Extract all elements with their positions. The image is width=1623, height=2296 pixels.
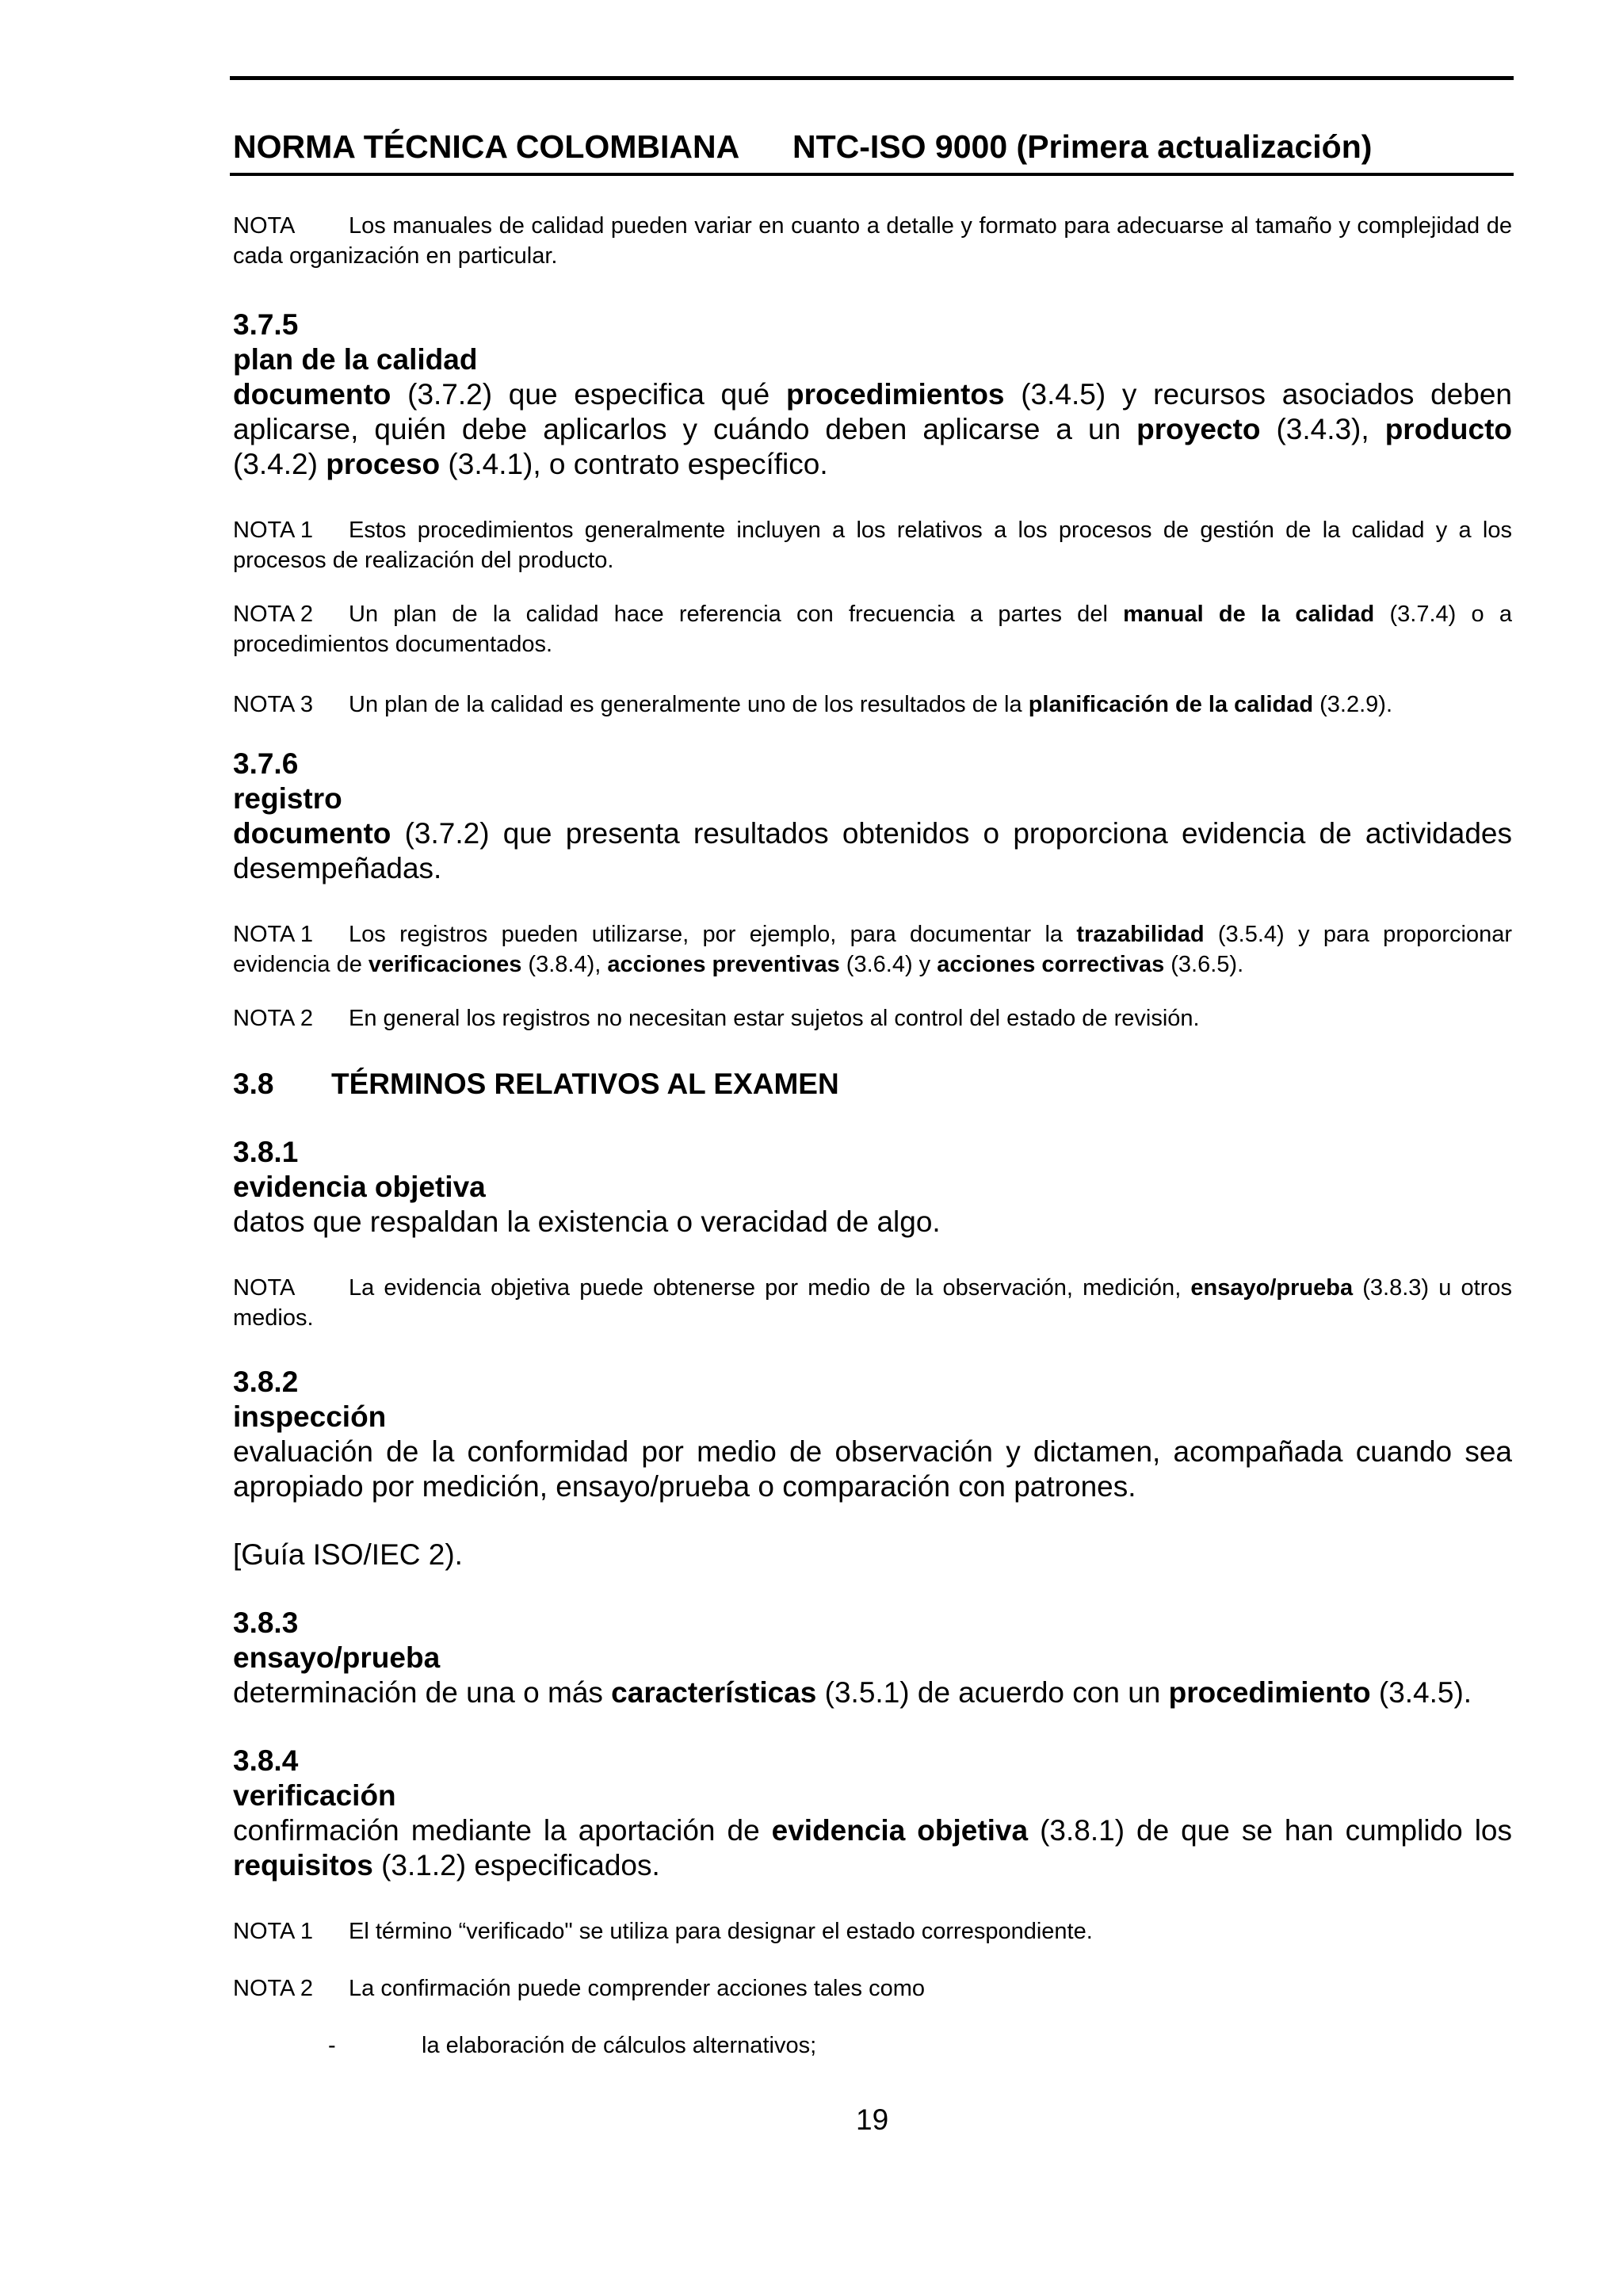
note-label: NOTA 1 <box>233 1919 313 1944</box>
section-number: 3.8.2 <box>233 1366 299 1398</box>
section-number: 3.8.4 <box>233 1744 299 1777</box>
header-title: NORMA TÉCNICA COLOMBIANA <box>233 128 740 165</box>
term-title: evidencia objetiva <box>233 1171 486 1203</box>
term-definition: confirmación mediante la aportación de evidencia objetiva (3.8.1) de que se han cumplido los requisitos (3.1.2) especificados. <box>233 1814 1512 1881</box>
section-3-8-2 <box>233 1365 1512 1572</box>
note-label: NOTA <box>233 1275 296 1301</box>
list-dash: - <box>328 2033 336 2058</box>
term-definition: evaluación de la conformidad por medio de observación y dictamen, acompañada cuando sea apropiado por medición, ensayo/prueba o comparación con patrones. <box>233 1435 1512 1503</box>
header-top-rule <box>230 76 1514 80</box>
note <box>233 211 1512 271</box>
section-3-8-3 <box>233 1606 1512 1710</box>
note-label: NOTA 1 <box>233 922 313 947</box>
note-text: En general los registros no necesitan estar sujetos al control del estado de revisión. <box>349 1006 1200 1031</box>
term-definition: determinación de una o más características (3.5.1) de acuerdo con un procedimiento (3.4.5). <box>233 1676 1472 1709</box>
header-standard: NTC-ISO 9000 (Primera actualización) <box>792 128 1373 165</box>
section-heading <box>233 1067 1512 1102</box>
note: NOTA 3 Un plan de la calidad es generalmente uno de los resultados de la planificación de la calidad (3.2.9). <box>233 690 1512 720</box>
section-3-7-6 <box>233 747 1512 1033</box>
note-label: NOTA 1 <box>233 518 313 543</box>
section-number: 3.7.6 <box>233 747 299 780</box>
note <box>233 1003 1512 1033</box>
note <box>233 1916 1512 1946</box>
note-label: NOTA 3 <box>233 692 313 717</box>
term-definition: datos que respaldan la existencia o veracidad de algo. <box>233 1205 941 1238</box>
term-title: inspección <box>233 1400 387 1433</box>
page-footer <box>0 2103 1623 2143</box>
page-number: 19 <box>856 2103 889 2136</box>
page-content <box>233 211 1512 2061</box>
list-item <box>233 2030 1512 2061</box>
section-3-8-1 <box>233 1135 1512 1333</box>
term-reference: [Guía ISO/IEC 2). <box>233 1538 463 1571</box>
term-definition: documento (3.7.2) que presenta resultados obtenidos o proporciona evidencia de actividades desempeñadas. <box>233 817 1512 884</box>
note-text: La confirmación puede comprender acciones tales como <box>349 1976 926 2001</box>
note-label: NOTA 2 <box>233 1006 313 1031</box>
note: NOTA La evidencia objetiva puede obtenerse por medio de la observación, medición, ensayo/prueba (3.8.3) u otros medios. <box>233 1273 1512 1333</box>
section-number: 3.8 <box>233 1068 274 1100</box>
section-3-8-4 <box>233 1744 1512 2061</box>
note-text: Estos procedimientos generalmente incluyen a los relativos a los procesos de gestión de la calidad y a los procesos de realización del producto. <box>233 518 1512 573</box>
list-item-text: la elaboración de cálculos alternativos; <box>422 2033 817 2058</box>
term-definition: documento (3.7.2) que especifica qué procedimientos (3.4.5) y recursos asociados deben aplicarse, quién debe aplicarlos y cuándo deben aplicarse a un proyecto (3.4.3), producto (3.4.2) proceso (3.4.1), o contrato específico. <box>233 378 1512 480</box>
term-title: ensayo/prueba <box>233 1641 441 1674</box>
term-title: plan de la calidad <box>233 343 478 376</box>
note-text: Los manuales de calidad pueden variar en cuanto a detalle y formato para adecuarse al tamaño y complejidad de cada organización en particular. <box>233 213 1512 269</box>
note-label: NOTA 2 <box>233 1976 313 2001</box>
note-label: NOTA <box>233 213 296 239</box>
section-number: 3.7.5 <box>233 308 299 341</box>
note-text: El término “verificado" se utiliza para designar el estado correspondiente. <box>349 1919 1093 1944</box>
note-label: NOTA 2 <box>233 602 313 627</box>
note: NOTA 1 Los registros pueden utilizarse, por ejemplo, para documentar la trazabilidad (3.5.4) y para proporcionar evidencia de verificaciones (3.8.4), acciones preventivas (3.6.4) y acciones correctivas (3.6.5). <box>233 919 1512 980</box>
note <box>233 1973 1512 2004</box>
note: NOTA 2 Un plan de la calidad hace referencia con frecuencia a partes del manual de la calidad (3.7.4) o a procedimientos documentados. <box>233 599 1512 659</box>
section-number: 3.8.1 <box>233 1136 299 1168</box>
header-bottom-rule <box>230 173 1514 176</box>
section-number: 3.8.3 <box>233 1606 299 1639</box>
section-title: TÉRMINOS RELATIVOS AL EXAMEN <box>331 1068 839 1100</box>
page-header <box>233 127 1512 166</box>
term-title: verificación <box>233 1779 396 1812</box>
section-3-7-5 <box>233 308 1512 720</box>
note <box>233 515 1512 575</box>
term-title: registro <box>233 782 342 815</box>
